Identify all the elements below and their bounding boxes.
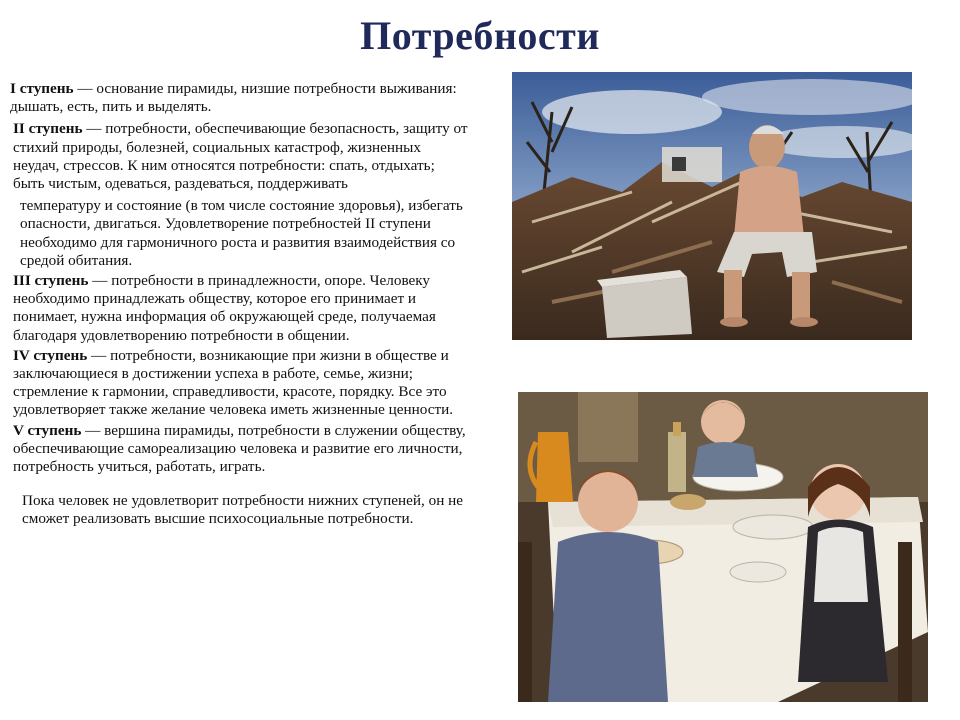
level-5-text: — вершина пирамиды, потребности в служении обществу, обеспечивающие самореализацию человека и развитие его личности, потребность учиться, работать, играть.: [13, 421, 466, 476]
level-1-label: I ступень: [10, 80, 74, 97]
level-1-text: — основание пирамиды, низшие потребности выживания: дышать, есть, пить и выделять.: [10, 80, 457, 116]
level-2-text: — потребности, обеспечивающие безопасность, защиту от стихий природы, болезней, социальных катастроф, жизненных неудач, стрессов. К ним относятся потребности: спать, отдыхать; быть чистым, одеваться, раздеваться, поддерживать: [13, 120, 468, 193]
ruins-illustration: [512, 72, 912, 340]
level-2-label: II ступень: [13, 120, 83, 138]
breakfast-illustration: [518, 392, 928, 702]
level-3-text: — потребности в принадлежности, опоре. Человеку необходимо принадлежать обществу, которое его принимает и понимает, нужна информация об окружающей среде, получаемая благодаря удовлетворению потребности в общении.: [13, 272, 436, 344]
slide-title: Потребности: [360, 13, 600, 58]
level-1-paragraph: [10, 80, 470, 116]
text-column: [10, 80, 470, 529]
breakfast-painting: [518, 392, 928, 702]
level-2-paragraph: [10, 120, 470, 193]
level-2-continuation-text: температуру и состояние (в том числе состояние здоровья), избегать опасности, двигаться. Удовлетворение потребностей II ступени необходимо для гармоничного роста и развития взаимодействия со средой обитания.: [20, 197, 463, 269]
level-2-continuation: [10, 197, 470, 270]
level-4-text: — потребности, возникающие при жизни в обществе и заключающиеся в достижении успеха в работе, семье, жизни; стремление к гармонии, справедливости, красоте, порядку. Все это удовлетворяет также желание человека иметь жизненные ценности.: [13, 346, 454, 419]
level-3-paragraph: [10, 272, 470, 345]
level-5-label: V ступень: [13, 421, 82, 439]
ruins-photo: [512, 72, 912, 340]
level-5-paragraph: [10, 422, 470, 477]
level-3-label: III ступень: [13, 272, 89, 290]
level-4-label: IV ступень: [13, 346, 88, 364]
conclusion-paragraph: Пока человек не удовлетворит потребности нижних ступеней, он не сможет реализовать высшие психосоциальные потребности.: [22, 492, 463, 528]
level-4-paragraph: [10, 347, 470, 420]
